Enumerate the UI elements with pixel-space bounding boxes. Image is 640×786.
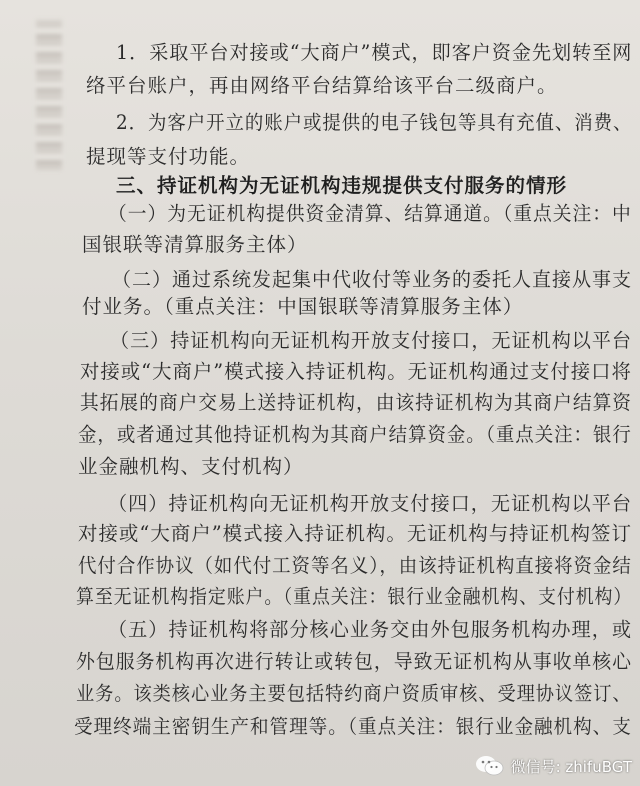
text-line: 受理终端主密钥生产和管理等。（重点关注：银行业金融机构、支 <box>74 715 632 738</box>
text-line: 业金融机构、支付机构） <box>78 455 304 478</box>
text-line: 业务。该类核心业务主要包括特约商户资质审核、受理协议签订、 <box>76 682 632 705</box>
text-line: 代付合作协议（如代付工资等名义），由该持证机构直接将资金结 <box>78 554 632 577</box>
text-line: 2．为客户开立的账户或提供的电子钱包等具有充值、消费、 <box>116 111 633 134</box>
text-line: 金，或者通过其他持证机构为其商户结算资金。（重点关注：银行 <box>78 423 632 446</box>
blurred-margin <box>36 20 62 170</box>
text-line: （五）持证机构将部分核心业务交由外包服务机构办理，或 <box>108 618 633 641</box>
text-line: 对接或“大商户”模式接入持证机构。无证机构通过支付接口将 <box>80 360 632 383</box>
text-line: 对接或“大商户”模式接入持证机构。无证机构与持证机构签订 <box>78 522 632 545</box>
text-line: 提现等支付功能。 <box>86 145 251 168</box>
text-line: 1．采取平台对接或“大商户”模式，即客户资金先划转至网 <box>116 41 633 64</box>
text-line: 国银联等清算服务主体） <box>82 233 308 256</box>
section-heading: 三、持证机构为无证机构违规提供支付服务的情形 <box>116 174 568 197</box>
text-line: 其拓展的商户交易上送持证机构，由该持证机构为其商户结算资 <box>80 391 633 414</box>
text-line: （三）持证机构向无证机构开放支付接口，无证机构以平台 <box>110 329 633 352</box>
text-line: （二）通过系统发起集中代收付等业务的委托人直接从事支 <box>112 268 633 291</box>
watermark-text: 微信号: zhifuBGT <box>510 757 632 776</box>
text-line: （四）持证机构向无证机构开放支付接口，无证机构以平台 <box>108 492 633 515</box>
wechat-icon <box>475 754 505 778</box>
text-line: （一）为无证机构提供资金清算、结算通道。（重点关注：中 <box>108 202 632 225</box>
text-line: 算至无证机构指定账户。（重点关注：银行业金融机构、支付机构） <box>76 585 633 608</box>
text-line: 付业务。（重点关注：中国银联等清算服务主体） <box>82 295 524 318</box>
text-line: 外包服务机构再次进行转让或转包，导致无证机构从事收单核心 <box>76 650 633 673</box>
watermark <box>475 754 632 778</box>
text-line: 络平台账户，再由网络平台结算给该平台二级商户。 <box>86 74 558 97</box>
